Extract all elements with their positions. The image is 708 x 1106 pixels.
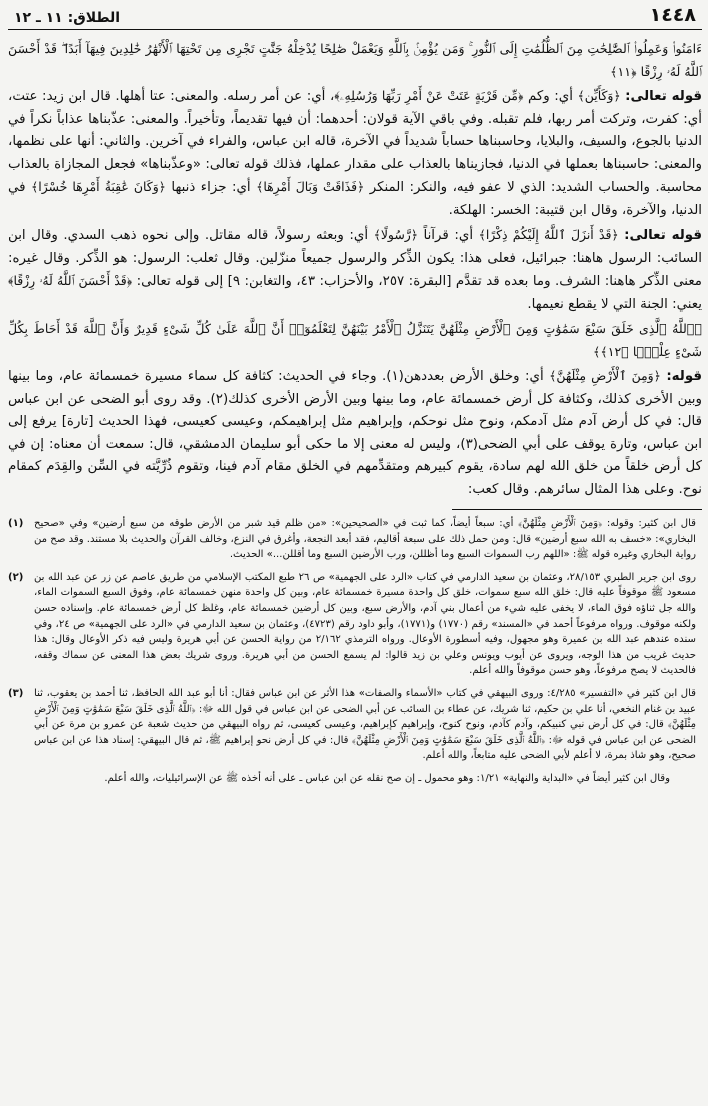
commentary-paragraph-3 [8,365,702,501]
commentary-text: أي: وبعثه رسولاً، قاله مقاتل. وإلى نحوه ذهب السدي. وقال ابن السائب: الرسول هاهنا: جبرائيل، فعلى هذا: يكون الذِّكر والرسول جميعاً منزّلين. وقال ثعلب: الرسول: هو الذِّكر. وقال غيره: معنى الذِّكر هاهنا: الشرف. وما بعده قد تقدَّم [البقرة: ٢٥٧، والأحزاب: ٤٣، والتغابن: ٩] إلى قوله تعالى: [8,228,702,289]
page-header [8,0,702,30]
footnote-number: (٣) [8,687,24,699]
footnote-text: قال ابن كثير: وقوله: ﴿وَمِنَ ٱلْأَرْضِ مِثْلَهُنَّ﴾ أي: سبعاً أيضاً، كما ثبت في «الصحيحين»: «من ظلم قيد شبر من الأرض طوقه من سبع أرضين» وفي «صحيح البخاري»: «خسف به الله سبع أرضين» قال: ومن حمل ذلك على سبعة أقاليم، فقد أبعد النجعة، وأغرق في النزع، وخالف القرآن والحديث بلا مستند. وقد صح من رواية البخاري وغيره قوله ﷺ: «اللهم رب السموات السبع وما أظللن، ورب الأرضين السبع وما أقللن...» الحديث. [34,518,696,561]
commentary-text: أي: جزاء ذنبها [165,180,257,195]
running-head: الطلاق: ١١ ـ ١٢ [14,10,121,26]
paragraph-lead: قوله: [666,369,702,384]
quran-quote: ﴿مِّن قَرْيَةٍ عَتَتْ عَنْ أَمْرِ رَبِّهَا وَرُسُلِهِۦ﴾ [334,88,524,103]
quran-quote: ﴿رَّسُولًا﴾ [373,227,418,242]
paragraph-lead: قوله تعالى: [625,89,702,104]
verse-paragraph-11: ءَامَنُوا۟ وَعَمِلُوا۟ ٱلصَّٰلِحَٰتِ مِنَ ٱلظُّلُمَٰتِ إِلَى ٱلنُّورِ ۚ وَمَن يُؤْمِنۢ بِٱللَّهِ وَيَعْمَلْ صَٰلِحًا يُدْخِلْهُ جَنَّٰتٍ تَجْرِى مِن تَحْتِهَا ٱلْأَنْهَٰرُ خَٰلِدِينَ فِيهَآ أَبَدًا ۖ قَدْ أَحْسَنَ ٱللَّهُ لَهُۥ رِزْقًا ﴿١١﴾ [8,41,702,79]
quran-quote: ﴿قَدْ أَحْسَنَ ٱللَّهُ لَهُۥ رِزْقًا﴾ [8,273,133,288]
footnote-text: روى ابن جرير الطبري ٢٨/١٥٣، وعثمان بن سعيد الدارمي في كتاب «الرد على الجهمية» ص ٢٦ طبع المكتب الإسلامي من طريق عاصم عن زر عن عبد الله بن مسعود ﷺ موقوفاً عليه قال: خلق الله سبع سموات، خلق كل واحدة مسيرة خمسمائة عام، وبين كل واحدة منهن خمسمائة عام، وفوق السبع السموات الماء، والله جل ثناؤه فوق الماء، لا يخفى عليه شيء من أعمال بني آدم، والأرض سبع، وبين كل أرضين خمسمائة عام، وغلظ كل أرض خمسمائة عام. وإسناده حسن ولكنه موقوف. ورواه مرفوعاً أحمد في «المسند» رقم (١٧٧٠) و(١٧٧١)، وأبو داود رقم (٤٧٢٣)، وعثمان بن سعيد الدارمي في «الرد على الجهمية» ص ٢٤، وفي سنده عندهم عبد الله بن عميرة وهو مجهول، وفيه أسطورة الأوعال. ورواه الترمذي ٢/١٦٢ من رواية الحسن عن أبي هريرة وليس فيه ذكر الأوعال وقال: هذا حديث غريب من هذا الوجه، ويروى عن أيوب ويونس وعلي بن زيد قالوا: لم يسمع الحسن من أبي هريرة. وروى شريك بعض هذا المعنى عن سماك وقفه، فالحديث لا يصح مرفوعاً، وهو حسن موقوفاً والله أعلم. [34,571,696,677]
quran-quote: ﴿وَمِنَ ٱلْأَرْضِ مِثْلَهُنَّ﴾ [549,368,661,383]
commentary-text: في الدنيا، والآخرة، وقال ابن قتيبة: الخسر: الهلكة. [8,180,702,218]
footnote-continuation: وقال ابن كثير أيضاً في «البداية والنهاية» ١/٢١: وهو محمول ـ إن صح نقله عن ابن عباس ـ على أنه أخذه ﷺ عن الإسرائيليات، والله أعلم. [104,772,670,784]
commentary-paragraph-2 [8,224,702,316]
main-text [8,38,702,501]
commentary-paragraph-1 [8,85,702,222]
footnote [8,570,702,679]
commentary-text: أي: وخلق الأرض بعددهن(١). وجاء في الحديث: كثافة كل سماء مسيرة خمسمائة عام، وما بينها وبين الأخرى كذلك، وكثافة كل أرض خمسمائة عام، وما بينها وبين الأرض الأخرى كذلك(٢). وقد روى أبو الضحى عن ابن عباس قال: في كل أرض آدم مثل آدمكم، ونوح مثل نوحكم، وإبراهيم مثل إبراهيمكم، وعيسى كعيسى، فهذا الحديث [تارة] يرفع إلى ابن عباس، وتارة يوقف على أبي الضحى(٣)، وليس له معنى إلا ما حكى أبو سليمان الدمشقي، قال: سمعت أن معناه: إن في كل أرض خلقاً من خلق الله لهم سادة، يقوم كبيرهم ومتقدِّمهم في الخلق مقام آدم فينا، وتقوم ذُرِّيَّته في السِّن والقِدَم كمقام نوح. وعلى هذا المثال سائرهم. وقال كعب: [8,369,702,497]
footnote-number: (٢) [8,571,24,583]
page-number: ١٤٤٨ [649,4,696,26]
footnote-number: (١) [8,518,24,529]
footnote [8,686,702,764]
quran-quote: ﴿وَكَأَيِّن﴾ [577,88,621,103]
footnote [8,516,702,563]
quran-quote: ﴿فَذَاقَتْ وَبَالَ أَمْرِهَا﴾ [256,179,365,194]
footnotes [8,516,702,787]
commentary-text: ، أي: عن أمر رسله. والمعنى: عتا أهلها. قال ابن زيد: عتت، أي: كفرت، وتركت أمر ربها، فلم تقبله. وفي باقي الآية قولان: أحدهما: أن فيها تقديماً، وتأخيراً. والمعنى: عذّبناها عذاباً نكراً في الدنيا بالجوع، والسيف، والبلايا، وحاسبناها حساباً شديداً في الآخرة، قاله ابن عباس، والفراء في آخرين. والثاني: أنها على نظمها، والمعنى: حاسبناها بعملها في الدنيا، فجازيناها بالعذاب على مقدار عملها، فذلك قوله تعالى: «وعذّبناها» فجعل المجازاة بالعذاب محاسبة. والحساب الشديد: الذي لا عفو فيه، والنكر: المنكر [8,89,703,195]
footnote-divider [452,509,702,510]
commentary-text: أي: وكم [523,89,578,104]
quran-quote: ﴿وَكَانَ عَٰقِبَةُ أَمْرِهَا خُسْرًا﴾ [31,179,166,194]
quran-quote: ﴿قَدْ أَنزَلَ ٱللَّهُ إِلَيْكُمْ ذِكْرًا﴾ [478,227,619,242]
commentary-text: يعني: الجنة التي لا يقطع نعيمها. [527,296,702,312]
footnote-text: قال ابن كثير في «التفسير» ٤/٢٨٥: وروى البيهقي في كتاب «الأسماء والصفات» هذا الأثر عن ابن عباس فقال: أنا أبو عبد الله الحافظ، ثنا أحمد بن يعقوب، ثنا عبيد بن غنام النخعي، أنا علي بن حكيم، ثنا شريك، عن عطاء بن السائب عن أبي الضحى عن ابن عباس في قول الله ﷻ: ﴿ٱللَّهُ ٱلَّذِى خَلَقَ سَبْعَ سَمَٰوَٰتٍ وَمِنَ ٱلْأَرْضِ مِثْلَهُنَّ﴾ قال: في كل أرض نبي كنبيكم، وآدم كآدم، ونوح كنوح، وإبراهيم كإبراهيم، وعيسى كعيسى، ثم رواه البيهقي من حديث شعبة عن عمرو بن مرة عن أبي الضحى عن ابن عباس في قوله ﷻ: ﴿ٱللَّهُ ٱلَّذِى خَلَقَ سَبْعَ سَمَٰوَٰتٍ وَمِنَ ٱلْأَرْضِ مِثْلَهُنَّ﴾ قال: في كل أرض نحو إبراهيم ﷺ، ثم قال البيهقي: إسناد هذا عن ابن عباس صحيح، وهو شاذ بمرة، لا أعلم لأبي الضحى عليه متابعاً، والله أعلم. [34,687,697,762]
paragraph-lead: قوله تعالى: [624,228,702,243]
verse-paragraph-12: ﴿ٱللَّهُ ٱلَّذِى خَلَقَ سَبْعَ سَمَٰوَٰتٍ وَمِنَ ٱلْأَرْضِ مِثْلَهُنَّ يَتَنَزَّلُ ٱلْأَمْرُ بَيْنَهُنَّ لِتَعْلَمُوٓا۟ أَنَّ ٱللَّهَ عَلَىٰ كُلِّ شَىْءٍ قَدِيرٌ وَأَنَّ ٱللَّهَ قَدْ أَحَاطَ بِكُلِّ شَىْءٍ عِلْمًۢا ﴿١٢﴾﴾ [8,321,702,359]
commentary-text: أي: قرآناً [417,228,479,243]
